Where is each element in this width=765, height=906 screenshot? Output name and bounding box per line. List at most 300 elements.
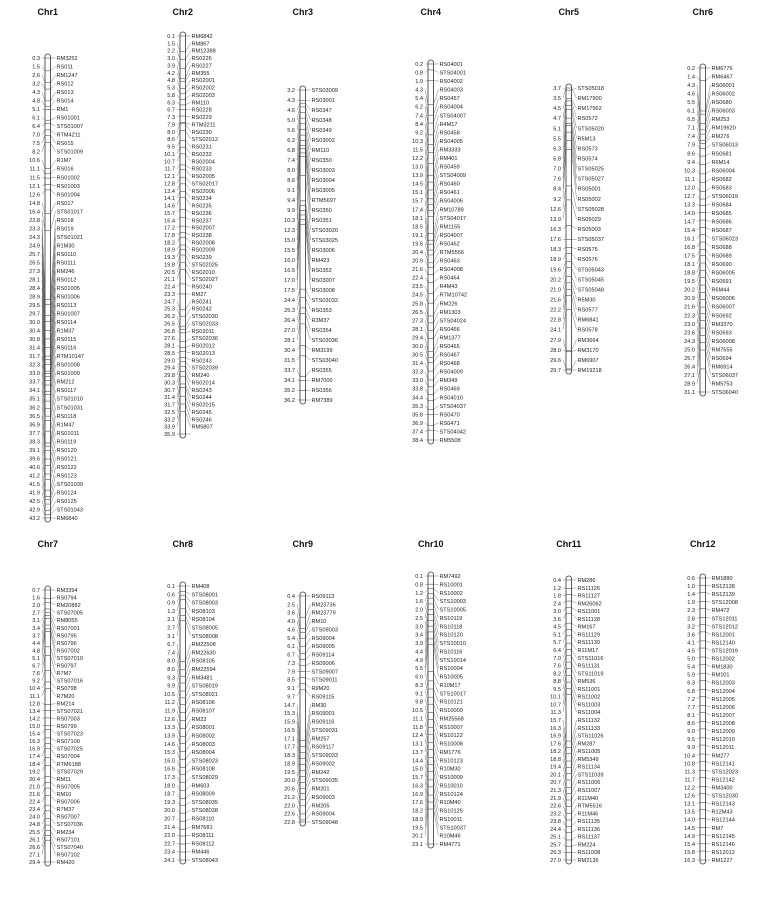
marker-position: 0.8 (415, 70, 423, 77)
marker-name: RS02007 (191, 225, 215, 232)
marker-position: 24.3 (29, 234, 40, 241)
marker-name: RS04003 (439, 87, 463, 94)
name-leader (434, 423, 439, 425)
name-leader (572, 623, 577, 627)
position-leader (563, 682, 566, 697)
marker-position: 11.7 (684, 777, 695, 784)
position-leader (42, 765, 45, 771)
marker-name: RS0685 (711, 210, 732, 217)
marker-name: RS0463 (439, 258, 460, 265)
marker-name: STS05025 (577, 166, 604, 173)
marker-position: 5.4 (287, 635, 295, 642)
marker-name: RS10001 (439, 582, 463, 589)
marker-position: 17.7 (284, 744, 295, 751)
position-leader (697, 745, 700, 747)
marker-position: 29.0 (164, 358, 175, 365)
name-leader (572, 649, 577, 657)
name-leader (186, 396, 191, 412)
marker-name: RS02006 (191, 188, 215, 195)
marker-position: 13.9 (412, 173, 423, 180)
name-leader (186, 284, 191, 287)
marker-position: 6.7 (167, 642, 175, 649)
marker-position: 7.6 (553, 663, 561, 670)
marker-position: 19.4 (550, 764, 561, 771)
marker-name: R9M20 (311, 686, 330, 693)
position-leader (297, 663, 300, 666)
marker-name: RS12138 (711, 584, 735, 591)
chromosome-bar (45, 586, 51, 866)
name-leader (186, 727, 191, 737)
name-leader (706, 851, 711, 852)
name-leader (706, 738, 711, 739)
position-leader (42, 758, 45, 764)
position-leader (177, 123, 180, 125)
marker-position: 22.6 (550, 803, 561, 810)
marker-position: 20.7 (550, 780, 561, 787)
marker-position: 17.3 (164, 774, 175, 781)
marker-position: 35.9 (164, 432, 175, 438)
name-leader (706, 128, 711, 141)
marker-name: RS0353 (311, 308, 332, 314)
marker-position: 9.1 (415, 691, 423, 698)
name-leader (434, 90, 439, 105)
marker-name: RM6840 (56, 516, 78, 522)
marker-position: 1.6 (415, 599, 423, 606)
marker-position: 30.7 (164, 387, 175, 394)
marker-position: 21.1 (164, 277, 175, 284)
marker-name: RS11130 (577, 640, 600, 647)
marker-position: 9.7 (287, 694, 295, 701)
chromosome-bar (180, 582, 186, 864)
marker-position: 3.2 (287, 88, 295, 94)
chromosome-bar (566, 576, 572, 864)
marker-name: RS0469 (439, 386, 460, 393)
marker-position: 1.8 (553, 593, 561, 600)
marker-name: RS10005 (439, 674, 463, 681)
marker-position: 3.9 (167, 63, 175, 70)
position-leader (425, 604, 428, 618)
position-leader (697, 803, 700, 804)
marker-name: RM423 (311, 258, 330, 264)
chromosome-9 (284, 539, 338, 826)
name-leader (706, 292, 711, 306)
marker-position: 11.1 (29, 693, 40, 700)
position-leader (42, 177, 45, 178)
position-leader (177, 376, 180, 390)
marker-position: 6.8 (687, 688, 695, 695)
marker-position: 27.1 (684, 372, 695, 379)
marker-position: 3.5 (553, 96, 561, 103)
name-leader (706, 657, 711, 659)
marker-position: 22.4 (164, 284, 175, 291)
name-leader (51, 220, 56, 299)
marker-position: 10.7 (550, 702, 561, 709)
marker-name: RS11129 (577, 632, 600, 639)
marker-name: RS11004 (577, 710, 601, 717)
marker-name: RS08106 (191, 700, 215, 707)
name-leader (51, 598, 56, 599)
marker-position: 3.6 (287, 610, 295, 617)
name-leader (186, 357, 191, 360)
marker-name: RS0471 (439, 420, 460, 427)
marker-position: 36.5 (29, 413, 40, 420)
marker-position: 28.1 (412, 326, 423, 333)
marker-position: 14.7 (684, 219, 695, 226)
position-leader (177, 209, 180, 212)
marker-position: 8.2 (32, 149, 40, 156)
marker-position: 27.1 (29, 852, 40, 859)
marker-position: 0.4 (287, 594, 295, 600)
name-leader (51, 130, 56, 135)
marker-name: RS0465 (439, 344, 460, 350)
position-leader (297, 638, 300, 647)
name-leader (306, 314, 311, 330)
chromosome-bar (428, 572, 434, 848)
name-leader (186, 404, 191, 419)
marker-position: 33.2 (164, 417, 175, 424)
marker-name: RS014 (56, 98, 74, 105)
marker-name: RS0240 (191, 284, 212, 291)
chromosome-title: Chr2 (172, 7, 194, 17)
marker-name: RM3370 (711, 321, 733, 328)
name-leader (186, 192, 191, 199)
marker-position: 2.0 (32, 603, 40, 610)
marker-name: RS12003 (711, 680, 735, 687)
marker-name: RS0113 (56, 303, 77, 310)
name-leader (186, 620, 191, 636)
name-leader (434, 809, 439, 836)
marker-position: 23.5 (412, 284, 423, 291)
marker-position: 5.1 (32, 656, 40, 662)
marker-name: RS0114 (56, 320, 77, 327)
position-leader (697, 592, 700, 594)
name-leader (186, 760, 191, 767)
chromosome-bar (300, 86, 306, 404)
marker-position: 23.6 (684, 330, 695, 337)
marker-position: 10.4 (29, 686, 40, 693)
marker-position: 15.4 (684, 841, 695, 848)
name-leader (434, 98, 439, 115)
marker-name: RS01009 (56, 371, 80, 378)
marker-name: RM22594 (191, 667, 216, 674)
position-leader (177, 102, 180, 105)
position-leader (177, 184, 180, 191)
name-leader (51, 796, 56, 802)
name-leader (706, 313, 711, 332)
name-leader (572, 601, 577, 603)
marker-position: 31.4 (412, 361, 423, 368)
marker-name: RS07101 (56, 837, 80, 844)
marker-position: 8.6 (167, 667, 175, 674)
position-leader (177, 810, 180, 813)
name-leader (186, 73, 191, 82)
marker-position: 3.6 (553, 616, 561, 623)
marker-position: 21.6 (684, 304, 695, 311)
marker-position: 32.3 (412, 369, 423, 376)
name-leader (51, 782, 56, 786)
name-leader (306, 308, 311, 320)
marker-name: RM240 (191, 373, 210, 380)
marker-name: RS12146 (711, 841, 735, 848)
marker-name: RM1303 (439, 309, 461, 316)
marker-name: RM30 (311, 702, 327, 709)
marker-position: 29.4 (29, 860, 40, 866)
marker-name: RS0690 (711, 262, 732, 269)
position-leader (177, 43, 180, 51)
marker-position: 4.3 (287, 98, 295, 104)
marker-name: RS019 (56, 226, 74, 233)
position-leader (697, 641, 700, 643)
chromosome-bar (45, 54, 51, 522)
name-leader (306, 346, 311, 350)
marker-name: RS013 (56, 90, 74, 97)
marker-name: RM401 (439, 156, 458, 162)
marker-name: RS10010 (439, 783, 463, 790)
name-leader (572, 261, 577, 269)
marker-name: STS04009 (439, 173, 466, 180)
marker-position: 5.8 (167, 92, 175, 99)
marker-position: 20.9 (412, 258, 423, 265)
marker-position: 10.3 (412, 138, 423, 145)
marker-name: STS10014 (439, 657, 466, 664)
marker-name: RM23 (191, 716, 207, 723)
marker-name: RS06008 (711, 338, 735, 345)
marker-name: RS0117 (56, 388, 77, 395)
position-leader (697, 722, 700, 723)
marker-position: 19.5 (412, 825, 423, 832)
position-leader (177, 88, 180, 94)
marker-name: RS11126 (577, 585, 600, 592)
name-leader (706, 179, 711, 182)
marker-name: RS12142 (711, 777, 735, 784)
position-leader (177, 669, 180, 683)
marker-position: 15.0 (412, 766, 423, 773)
marker-name: RS0467 (439, 352, 460, 359)
position-leader (297, 655, 300, 660)
marker-name: RM8055 (56, 618, 78, 625)
marker-name: RS04005 (439, 138, 463, 145)
marker-name: RS10122 (439, 733, 463, 740)
position-leader (177, 284, 180, 287)
position-leader (42, 101, 45, 107)
name-leader (51, 609, 56, 613)
marker-position: 16.6 (164, 766, 175, 773)
marker-position: 14.5 (684, 825, 695, 832)
marker-name: STS07005 (56, 610, 83, 617)
marker-position: 15.7 (164, 210, 175, 217)
position-leader (563, 767, 566, 780)
marker-name: STS09031 (311, 727, 338, 734)
marker-name: RS011 (56, 64, 74, 71)
position-leader (697, 235, 700, 239)
marker-position: 30.5 (412, 352, 423, 359)
name-leader (572, 360, 577, 369)
position-leader (177, 197, 180, 205)
marker-name: RTM6188 (56, 761, 81, 768)
name-leader (434, 389, 439, 395)
marker-position: 18.2 (164, 240, 175, 247)
position-leader (697, 625, 700, 627)
marker-position: 22.4 (412, 275, 423, 282)
name-leader (572, 782, 577, 793)
position-leader (425, 70, 428, 73)
marker-position: 21.6 (550, 297, 561, 304)
marker-position: 18.9 (412, 816, 423, 823)
marker-name: STS01021 (56, 234, 83, 241)
marker-name: RM1247 (56, 73, 78, 80)
name-leader (186, 644, 191, 661)
name-leader (186, 58, 191, 68)
name-leader (186, 794, 191, 799)
name-leader (51, 655, 56, 673)
name-leader (434, 604, 439, 618)
marker-name: STS08023 (191, 758, 218, 765)
marker-name: RS0111 (56, 260, 76, 267)
marker-position: 19.5 (684, 279, 695, 286)
marker-position: 17.4 (29, 754, 40, 761)
position-leader (42, 203, 45, 214)
marker-name: RS02005 (191, 174, 215, 181)
chromosome-title: Chr8 (172, 539, 194, 549)
name-leader (186, 80, 191, 88)
marker-name: RS12011 (711, 745, 735, 752)
position-leader (563, 806, 566, 814)
marker-position: 16.3 (29, 739, 40, 746)
marker-name: RS015 (56, 141, 74, 148)
marker-position: 34.4 (412, 395, 423, 402)
marker-name: R11M46 (577, 811, 599, 818)
position-leader (42, 729, 45, 733)
marker-name: STS02036 (191, 336, 218, 343)
name-leader (706, 592, 711, 594)
marker-name: RS11131 (577, 663, 600, 670)
marker-name: RS0689 (711, 253, 732, 260)
marker-name: RS07004 (56, 754, 80, 761)
marker-position: 35.1 (29, 396, 40, 403)
marker-name: STS12019 (711, 648, 738, 655)
marker-name: RS09115 (311, 694, 335, 701)
marker-name: RS06004 (711, 168, 735, 175)
marker-position: 1.9 (415, 79, 423, 86)
chromosome-7 (29, 539, 83, 866)
marker-position: 16.9 (29, 746, 40, 753)
position-leader (563, 629, 566, 634)
position-leader (177, 233, 180, 235)
name-leader (186, 88, 191, 94)
position-leader (177, 777, 180, 782)
name-leader (572, 254, 577, 259)
name-leader (434, 286, 439, 293)
name-leader (706, 85, 711, 111)
name-leader (306, 780, 311, 794)
marker-position: 13.3 (684, 202, 695, 209)
name-leader (434, 704, 439, 718)
position-leader (177, 744, 180, 752)
position-leader (42, 689, 45, 696)
marker-position: 43.2 (29, 516, 40, 522)
marker-name: RS08111 (191, 833, 214, 840)
marker-name: STS07040 (56, 844, 83, 851)
name-leader (186, 843, 191, 844)
marker-position: 1.0 (687, 584, 695, 591)
marker-position: 3.1 (167, 633, 175, 640)
marker-position: 25.5 (29, 829, 40, 836)
marker-name: RS0680 (711, 100, 732, 107)
marker-name: R7M20 (56, 693, 75, 700)
chromosome-title: Chr3 (292, 7, 314, 17)
chromosome-bar (428, 60, 434, 444)
marker-name: RTM3211 (191, 122, 216, 129)
marker-position: 32.5 (164, 409, 175, 416)
position-leader (177, 727, 180, 737)
name-leader (186, 65, 191, 78)
marker-name: RS0461 (439, 190, 460, 197)
name-leader (186, 116, 191, 117)
marker-name: RS0118 (56, 413, 77, 420)
name-leader (51, 818, 56, 824)
marker-name: RTM10742 (439, 292, 468, 299)
position-leader (42, 609, 45, 613)
marker-position: 16.5 (284, 727, 295, 734)
marker-name: RM472 (711, 608, 730, 615)
name-leader (306, 638, 311, 647)
name-leader (186, 694, 191, 705)
marker-position: 18.7 (164, 791, 175, 798)
name-leader (186, 245, 191, 250)
marker-position: 5.0 (687, 656, 695, 663)
marker-position: 6.3 (553, 146, 561, 153)
position-leader (177, 130, 180, 139)
name-leader (706, 803, 711, 804)
position-leader (177, 217, 180, 220)
marker-name: RS0349 (311, 128, 332, 134)
position-leader (177, 827, 180, 829)
marker-name: RS03005 (311, 188, 335, 194)
marker-name: STS09003 (311, 627, 338, 634)
name-leader (51, 203, 56, 214)
marker-name: STS04017 (439, 215, 466, 222)
marker-name: RM257 (311, 736, 330, 743)
name-leader (51, 602, 56, 605)
marker-position: 27.9 (550, 337, 561, 344)
marker-position: 7.9 (287, 669, 295, 676)
marker-name: RS11133 (577, 725, 600, 732)
marker-position: 24.3 (684, 338, 695, 345)
marker-position: 4.6 (287, 627, 295, 634)
position-leader (425, 286, 428, 293)
marker-position: 39.1 (29, 447, 40, 454)
chromosome-title: Chr7 (37, 539, 59, 549)
marker-name: RS0110 (56, 251, 77, 258)
marker-position: 23.2 (550, 811, 561, 818)
name-leader (706, 819, 711, 820)
marker-name: R4M17 (439, 121, 458, 128)
position-leader (177, 702, 180, 712)
marker-name: RM7492 (439, 574, 461, 580)
marker-position: 5.7 (553, 640, 561, 647)
marker-name: RS0235 (191, 203, 212, 210)
marker-name: RM5807 (191, 424, 213, 431)
position-leader (563, 200, 566, 219)
name-leader (186, 352, 191, 353)
marker-name: R7M37 (56, 807, 75, 814)
marker-name: RM12388 (191, 48, 216, 55)
chromosome-10 (412, 539, 466, 848)
marker-name: RM3394 (56, 588, 78, 594)
chromosome-title: Chr6 (692, 7, 714, 17)
marker-name: RS05001 (577, 186, 601, 193)
marker-position: 29.7 (550, 368, 561, 374)
